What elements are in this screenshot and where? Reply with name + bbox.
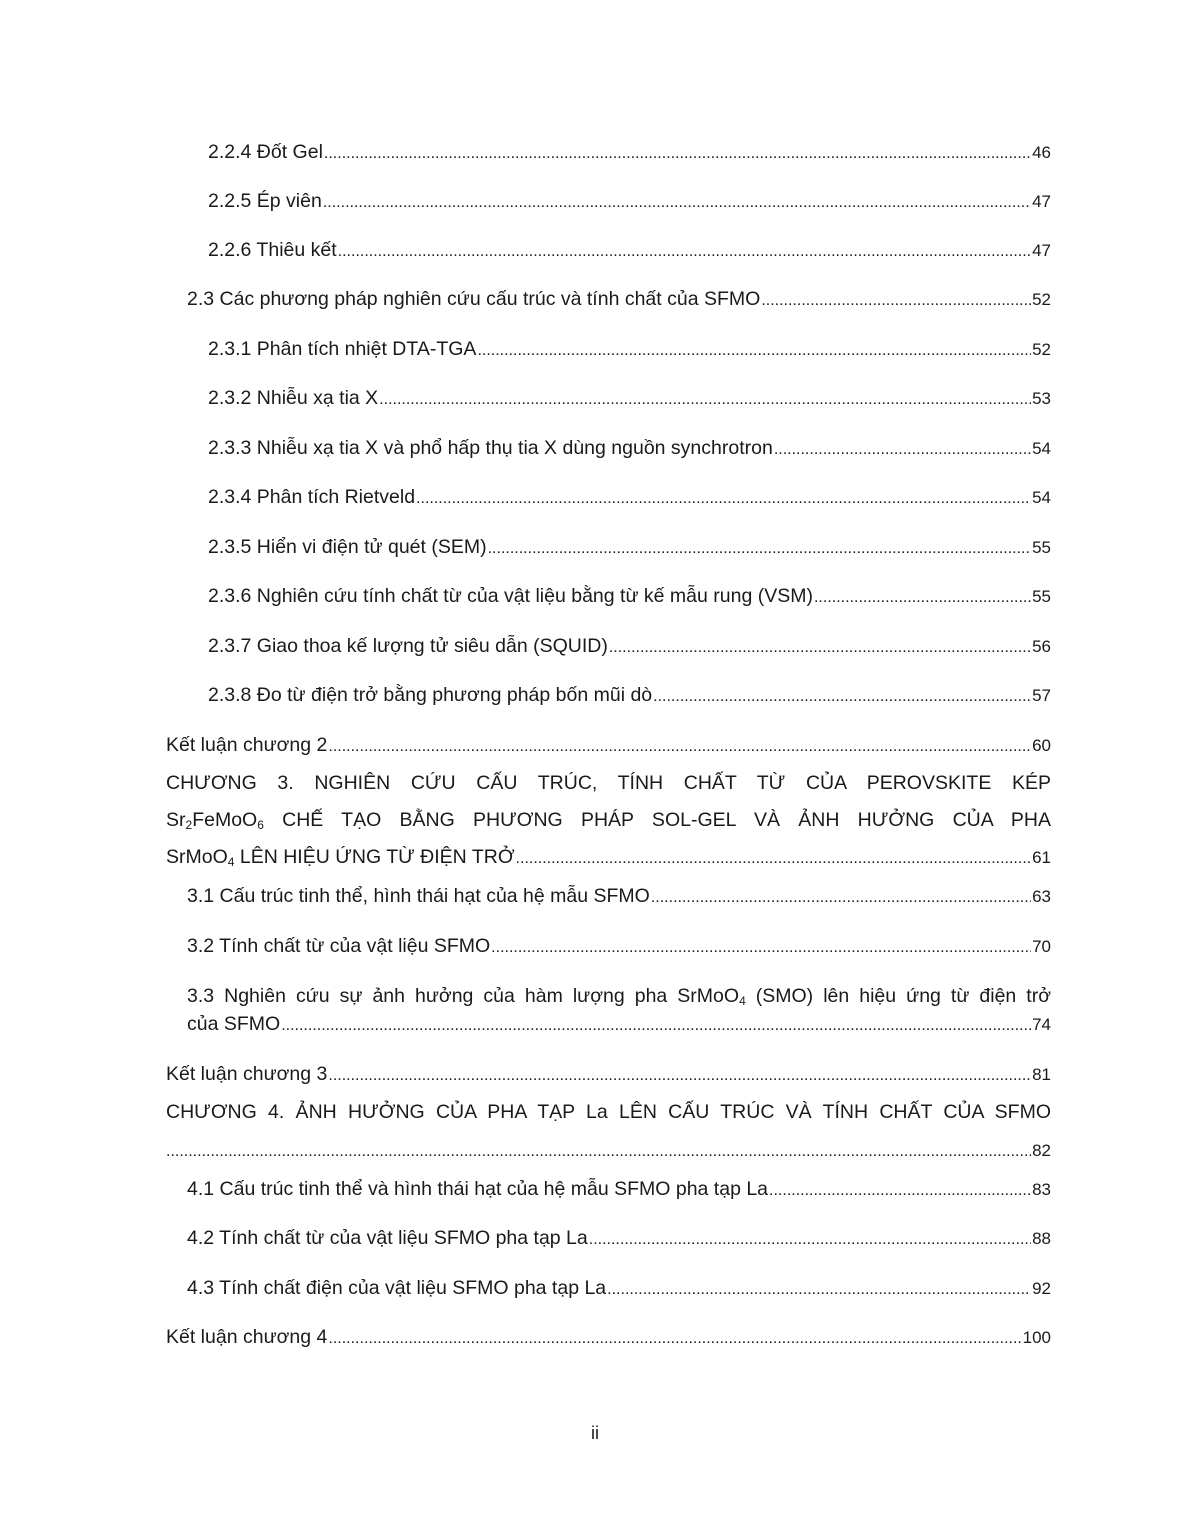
toc-chapter-4-line-2[interactable] [166, 1138, 1051, 1164]
chapter-heading-text [166, 809, 1051, 831]
toc-page-number: 83 [1032, 1180, 1051, 1199]
toc-entry-title: 2.3.1 Phân tích nhiệt DTA-TGA [208, 338, 477, 360]
toc-page-number: 81 [1032, 1065, 1051, 1084]
title-part: (SMO) lên hiệu ứng từ điện trở [745, 985, 1052, 1007]
dot-leader [323, 189, 1031, 215]
toc-entry-2-3-5[interactable] [208, 535, 1051, 561]
chapter-heading-text [166, 845, 515, 869]
toc-entry-title: 2.2.5 Ép viên [208, 190, 322, 212]
toc-entry-title: 2.3 Các phương pháp nghiên cứu cấu trúc và tính chất của SFMO [187, 288, 761, 310]
toc-entry-4-1[interactable] [187, 1177, 1051, 1203]
toc-page-number: 92 [1032, 1279, 1051, 1298]
toc-entry-3-2[interactable] [187, 934, 1051, 960]
toc-entry-title: 2.3.8 Đo từ điện trở bằng phương pháp bốn mũi dò [208, 684, 653, 706]
subscript: 4 [227, 855, 235, 869]
toc-page-number: 52 [1032, 290, 1051, 309]
formula-part: Sr [166, 809, 186, 831]
toc-page-number: 88 [1032, 1229, 1051, 1248]
heading-part: CHẾ TẠO BẰNG PHƯƠNG PHÁP SOL-GEL VÀ ẢNH HƯỞNG CỦA PHA [263, 809, 1051, 831]
toc-entry-conclusion-ch2[interactable] [166, 733, 1051, 759]
toc-entry-3-3-line-1[interactable] [187, 984, 1051, 1008]
toc-entry-3-3-line-2[interactable] [187, 1012, 1051, 1038]
toc-entry-2-3-2[interactable] [208, 386, 1051, 412]
toc-page-number: 54 [1032, 439, 1051, 458]
dot-leader [324, 140, 1031, 166]
dot-leader [491, 934, 1031, 960]
toc-entry-2-3-6[interactable] [208, 584, 1051, 610]
toc-page-number: 47 [1032, 192, 1051, 211]
toc-page-number: 55 [1032, 538, 1051, 557]
toc-page-number: 57 [1032, 686, 1051, 705]
dot-leader [166, 1138, 1031, 1164]
toc-entry-2-2-5[interactable] [208, 189, 1051, 215]
dot-leader [328, 733, 1031, 759]
toc-entry-title: Kết luận chương 3 [166, 1063, 328, 1085]
dot-leader [416, 485, 1031, 511]
toc-entry-title: 4.3 Tính chất điện của vật liệu SFMO pha tạp La [187, 1277, 607, 1299]
dot-leader [814, 584, 1031, 610]
dot-leader [653, 683, 1031, 709]
toc-entry-title [187, 985, 1051, 1007]
toc-entry-title: 2.3.4 Phân tích Rietveld [208, 486, 416, 508]
toc-entry-4-3[interactable] [187, 1276, 1051, 1302]
toc-entry-title: 2.3.2 Nhiễu xạ tia X [208, 387, 379, 409]
chapter-heading-text: CHƯƠNG 4. ẢNH HƯỞNG CỦA PHA TẠP La LÊN CẤU TRÚC VÀ TÍNH CHẤT CỦA SFMO [166, 1101, 1051, 1123]
dot-leader [589, 1226, 1031, 1252]
toc-entry-title: Kết luận chương 4 [166, 1326, 328, 1348]
chapter-heading-text: CHƯƠNG 3. NGHIÊN CỨU CẤU TRÚC, TÍNH CHẤT TỪ CỦA PEROVSKITE KÉP [166, 772, 1051, 794]
toc-entry-conclusion-ch3[interactable] [166, 1062, 1051, 1088]
toc-entry-title: 2.3.3 Nhiễu xạ tia X và phổ hấp thụ tia X dùng nguồn synchrotron [208, 437, 773, 459]
subscript: 6 [257, 818, 264, 832]
dot-leader [328, 1062, 1031, 1088]
toc-page-number: 63 [1032, 887, 1051, 906]
toc-entry-2-3[interactable] [187, 287, 1051, 313]
dot-leader [774, 436, 1031, 462]
toc-page-number: 100 [1022, 1328, 1051, 1347]
dot-leader [281, 1012, 1031, 1038]
toc-entry-title: 3.1 Cấu trúc tinh thể, hình thái hạt của hệ mẫu SFMO [187, 885, 650, 907]
dot-leader [651, 884, 1031, 910]
toc-page-number: 55 [1032, 587, 1051, 606]
toc-page-number: 56 [1032, 637, 1051, 656]
toc-entry-title: 4.1 Cấu trúc tinh thể và hình thái hạt của hệ mẫu SFMO pha tạp La [187, 1178, 769, 1200]
toc-entry-title: 3.2 Tính chất từ của vật liệu SFMO [187, 935, 491, 957]
toc-entry-title: của SFMO [187, 1013, 281, 1035]
dot-leader [761, 287, 1031, 313]
formula-part: FeMoO [192, 809, 258, 831]
toc-entry-2-3-1[interactable] [208, 337, 1051, 363]
dot-leader [488, 535, 1031, 561]
toc-entry-2-3-4[interactable] [208, 485, 1051, 511]
toc-page-number: 61 [1032, 848, 1051, 867]
toc-entry-2-3-7[interactable] [208, 634, 1051, 660]
toc-entry-title: 2.3.6 Nghiên cứu tính chất từ của vật liệu bằng từ kế mẫu rung (VSM) [208, 585, 813, 607]
dot-leader [477, 337, 1031, 363]
toc-chapter-3-line-1[interactable] [166, 771, 1051, 795]
toc-entry-3-1[interactable] [187, 884, 1051, 910]
toc-page-number: 60 [1032, 736, 1051, 755]
toc-entry-2-3-8[interactable] [208, 683, 1051, 709]
toc-entry-conclusion-ch4[interactable] [166, 1325, 1051, 1351]
dot-leader [769, 1177, 1031, 1203]
toc-page-number: 53 [1032, 389, 1051, 408]
toc-entry-title: 2.2.6 Thiêu kết [208, 239, 337, 261]
dot-leader [328, 1325, 1021, 1351]
toc-entry-title: 2.3.7 Giao thoa kế lượng tử siêu dẫn (SQUID) [208, 635, 608, 657]
toc-entry-title: 4.2 Tính chất từ của vật liệu SFMO pha tạp La [187, 1227, 588, 1249]
dot-leader [516, 845, 1032, 871]
dot-leader [609, 634, 1031, 660]
toc-page-number: 70 [1032, 937, 1051, 956]
toc-entry-title: Kết luận chương 2 [166, 734, 328, 756]
toc-page-number: 47 [1032, 241, 1051, 260]
toc-chapter-3-line-3[interactable] [166, 845, 1051, 871]
title-part: 3.3 Nghiên cứu sự ảnh hưởng của hàm lượng pha SrMoO [187, 985, 740, 1007]
dot-leader [379, 386, 1031, 412]
toc-page-number: 46 [1032, 143, 1051, 162]
toc-entry-4-2[interactable] [187, 1226, 1051, 1252]
toc-page-number: 82 [1032, 1141, 1051, 1160]
toc-entry-2-2-6[interactable] [208, 238, 1051, 264]
toc-page-number: 52 [1032, 340, 1051, 359]
toc-entry-title: 2.2.4 Đốt Gel [208, 141, 323, 163]
formula-part: SrMoO [166, 846, 228, 868]
dot-leader [607, 1276, 1031, 1302]
heading-part: LÊN HIỆU ỨNG TỪ ĐIỆN TRỞ [234, 846, 515, 868]
toc-chapter-4-line-1[interactable] [166, 1100, 1051, 1124]
toc-entry-2-3-3[interactable] [208, 436, 1051, 462]
subscript: 2 [185, 818, 193, 832]
toc-page-number: 74 [1032, 1015, 1051, 1034]
toc-entry-2-2-4[interactable] [208, 140, 1051, 166]
page-footer-number: ii [591, 1423, 599, 1443]
toc-chapter-3-line-2[interactable] [166, 808, 1051, 832]
toc-entry-title: 2.3.5 Hiển vi điện tử quét (SEM) [208, 536, 487, 558]
subscript: 4 [739, 994, 746, 1008]
dot-leader [338, 238, 1031, 264]
toc-page-number: 54 [1032, 488, 1051, 507]
